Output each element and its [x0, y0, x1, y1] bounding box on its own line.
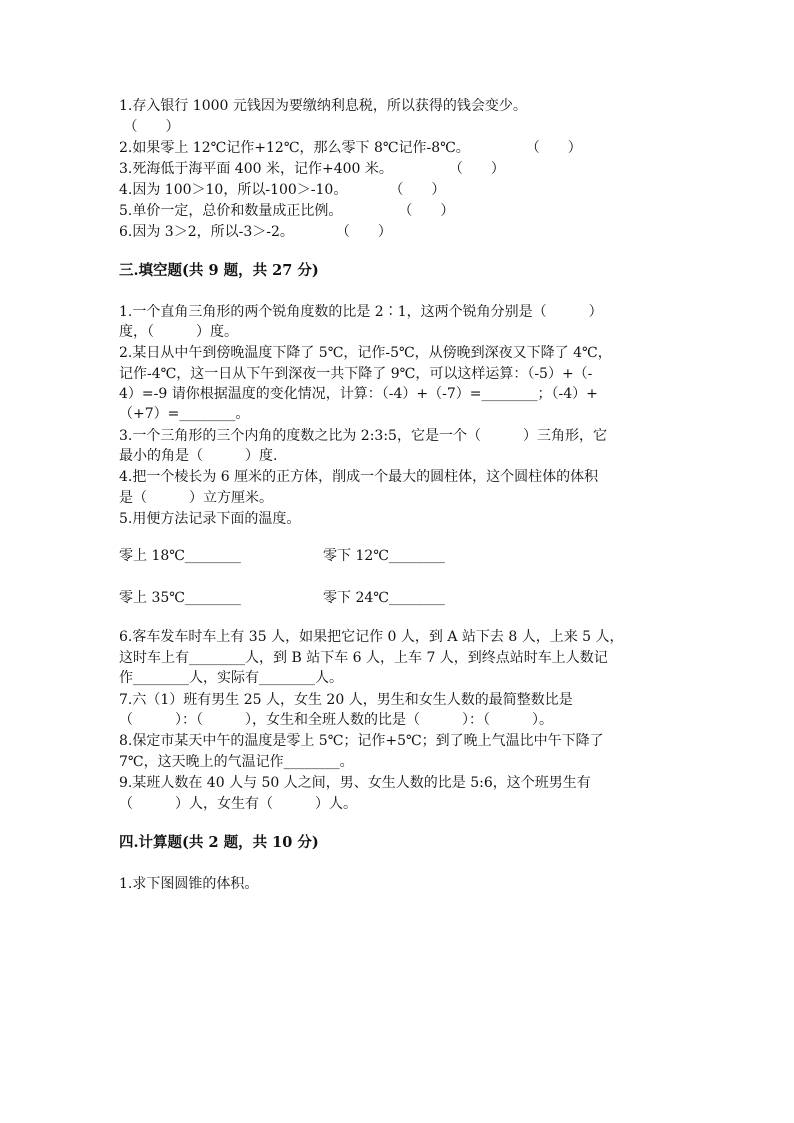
fill-q9-line1: 9.某班人数在 40 人与 50 人之间，男、女生人数的比是 5:6，这个班男生有 [119, 775, 591, 791]
fill-q3-line2: 最小的角是（ ）度. [119, 448, 278, 464]
fill-q2-line3: 4）=-9 请你根据温度的变化情况，计算：（-4）+（-7）=________；（-4）+ [119, 386, 598, 402]
fill-section-heading: 三.填空题(共 9 题，共 27 分) [119, 262, 319, 279]
fill-q6-line2: 这时车上有________人，到 B 站下车 6 人，上车 7 人，到终点站时车上人数记 [119, 650, 608, 666]
fill-q4-line2: 是（ ）立方厘米。 [119, 490, 273, 506]
fill-q2-line2: 记作-4℃，这一日从下午到深夜一共下降了 9℃，可以这样运算：（-5）+（- [119, 366, 593, 382]
fill-q8-line2: 7℃，这天晚上的气温记作________。 [119, 754, 354, 770]
fill-q1-line2: 度，（ ）度。 [119, 324, 238, 340]
judge-q3: 3.死海低于海平面 400 米，记作+400 米。 （ ） [119, 161, 505, 177]
fill-q6-line1: 6.客车发车时车上有 35 人，如果把它记作 0 人，到 A 站下去 8 人，上来 5 人， [119, 629, 624, 645]
fill-q4-line1: 4.把一个棱长为 6 厘米的正方体，削成一个最大的圆柱体，这个圆柱体的体积 [119, 469, 599, 485]
judge-q2: 2.如果零上 12℃记作+12℃，那么零下 8℃记作-8℃。 （ ） [119, 140, 582, 156]
temp-below-24: 零下 24℃________ [323, 590, 445, 606]
fill-q2-line4: （+7）=________。 [119, 406, 250, 422]
fill-q8-line1: 8.保定市某天中午的温度是零上 5℃；记作+5℃；到了晚上气温比中午下降了 [119, 733, 604, 749]
judge-q5: 5.单价一定，总价和数量成正比例。 （ ） [119, 203, 455, 219]
temp-below-12: 零下 12℃________ [323, 548, 445, 564]
judge-q1-line2: （ ） [119, 119, 180, 135]
judge-q1-line1: 1.存入银行 1000 元钱因为要缴纳利息税，所以获得的钱会变少。 [119, 98, 527, 114]
fill-q5: 5.用便方法记录下面的温度。 [119, 511, 301, 527]
fill-q7-line1: 7.六（1）班有男生 25 人，女生 20 人，男生和女生人数的最简整数比是 [119, 692, 573, 708]
fill-q7-line2: （ ）：（ ），女生和全班人数的比是（ ）：（ ）。 [119, 712, 553, 728]
calc-q1: 1.求下图圆锥的体积。 [119, 876, 259, 892]
fill-q2-line1: 2.某日从中午到傍晚温度下降了 5℃，记作-5℃，从傍晚到深夜又下降了 4℃， [119, 345, 612, 361]
judge-q4: 4.因为 100＞10，所以-100＞-10。 （ ） [119, 182, 446, 198]
fill-q6-line3: 作________人，实际有________人。 [119, 670, 343, 686]
fill-q1-line1: 1.一个直角三角形的两个锐角度数的比是 2∶1，这两个锐角分别是（ ） [119, 304, 603, 320]
temp-above-18: 零上 18℃________ [119, 548, 241, 564]
judge-q6: 6.因为 3＞2，所以-3＞-2。 （ ） [119, 224, 392, 240]
temp-above-35: 零上 35℃________ [119, 590, 241, 606]
calc-section-heading: 四.计算题(共 2 题，共 10 分) [119, 834, 319, 851]
fill-q9-line2: （ ）人，女生有（ ）人。 [119, 796, 357, 812]
fill-q3-line1: 3.一个三角形的三个内角的度数之比为 2:3:5，它是一个（ ）三角形，它 [119, 428, 607, 444]
